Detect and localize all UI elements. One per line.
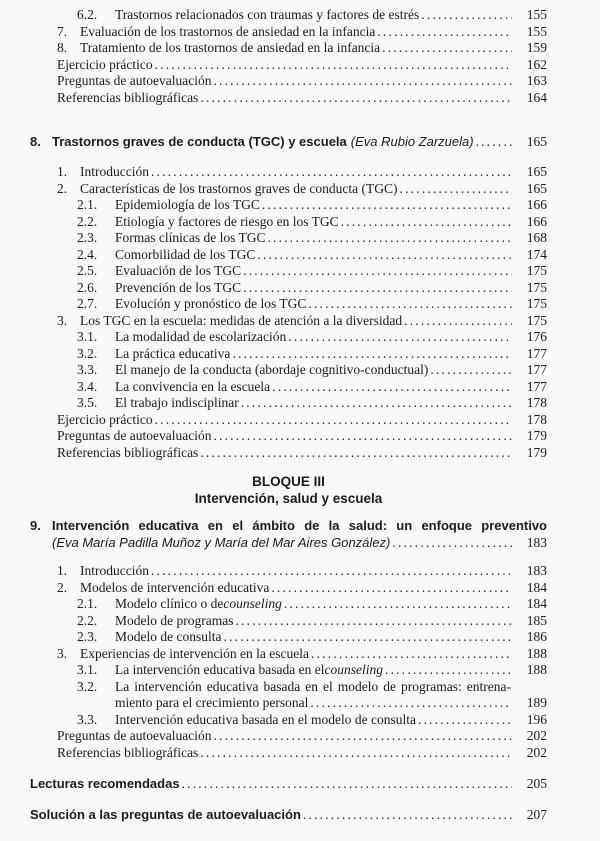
- entry-number: 6.2.: [77, 7, 98, 22]
- page-number: 177: [526, 345, 547, 361]
- page-number: 155: [526, 7, 547, 22]
- entry-title: Epidemiología de los TGC: [115, 197, 260, 212]
- page-number: 179: [526, 444, 547, 460]
- toc-entry: [30, 613, 547, 630]
- entry-title-continuation: miento para el crecimiento personal: [115, 695, 309, 710]
- dot-leader: [308, 296, 512, 313]
- page-number: 177: [526, 362, 547, 377]
- toc-entry-wrapped-line2: [30, 695, 547, 712]
- page-number: 175: [526, 312, 547, 328]
- toc-entry: [30, 745, 547, 762]
- entry-title: Preguntas de autoevaluación: [57, 73, 212, 88]
- page-number: 202: [526, 728, 547, 743]
- entry-title: Evaluación de los TGC: [115, 263, 242, 278]
- entry-number: 3.1.: [77, 662, 98, 677]
- entry-title-italic: counseling: [324, 662, 384, 677]
- page-number: 186: [526, 629, 547, 644]
- entry-number: 2.2.: [77, 213, 98, 229]
- page-number: 196: [526, 711, 547, 727]
- page-number: 174: [526, 246, 547, 262]
- entry-title: Evaluación de los trastornos de ansiedad en la infancia: [80, 23, 376, 39]
- page-number: 207: [526, 807, 547, 822]
- toc-entry: [30, 7, 547, 24]
- toc-entry-bold: [30, 806, 547, 823]
- entry-title: El manejo de la conducta (abordaje cognitivo-conductual): [115, 362, 429, 377]
- chapter-title-line: [30, 517, 547, 534]
- entry-number: 3.: [57, 312, 68, 328]
- toc-entry: [30, 181, 547, 198]
- page-number: 155: [526, 23, 547, 39]
- dot-leader: [262, 197, 512, 214]
- dot-leader: [257, 247, 512, 264]
- toc-entry: [30, 646, 547, 663]
- toc-entry: [30, 395, 547, 412]
- entry-title: Referencias bibliográficas: [57, 89, 199, 105]
- entry-number: 2.3.: [77, 629, 98, 644]
- entry-title: Evolución y pronóstico de los TGC: [115, 296, 307, 311]
- entry-title: Introducción: [80, 164, 149, 179]
- toc-entry-bold: [30, 775, 547, 792]
- dot-leader: [151, 563, 512, 580]
- chapter-author-line: [30, 534, 547, 551]
- toc-entry: [30, 428, 547, 445]
- page-number: 185: [526, 612, 547, 628]
- dot-leader: [213, 428, 512, 445]
- chapter-author: (Eva Rubio Zarzuela): [350, 134, 474, 149]
- dot-leader: [476, 133, 512, 150]
- toc-entry: [30, 662, 547, 679]
- toc-entry: [30, 563, 547, 580]
- toc-entry: [30, 197, 547, 214]
- toc-entry: [30, 580, 547, 597]
- toc-entry: [30, 412, 547, 429]
- page-number: 202: [526, 744, 547, 760]
- entry-title: Trastornos relacionados con traumas y factores de estrés: [115, 7, 420, 22]
- page-number: 166: [526, 197, 547, 212]
- entry-number: 2.1.: [77, 197, 98, 212]
- entry-number: 7.: [57, 23, 68, 39]
- dot-leader: [418, 712, 512, 729]
- entry-number: 2.: [57, 579, 68, 595]
- page-number: 165: [526, 180, 547, 196]
- toc-entry: [30, 445, 547, 462]
- entry-title: La práctica educativa: [115, 345, 231, 361]
- page-number: 162: [526, 56, 547, 72]
- block-kicker: BLOQUE III: [252, 474, 325, 489]
- page-number: 175: [526, 279, 547, 295]
- entry-title: Ejercicio práctico: [57, 56, 153, 72]
- dot-leader: [272, 379, 512, 396]
- entry-number: 3.2.: [77, 345, 98, 361]
- toc-entry: [30, 329, 547, 346]
- toc-entry: [30, 296, 547, 313]
- dot-leader: [310, 695, 512, 712]
- dot-leader: [243, 280, 512, 297]
- chapter-number: 9.: [30, 518, 41, 533]
- entry-number: 8.: [57, 40, 68, 55]
- dot-leader: [182, 775, 512, 792]
- entry-title: La intervención educativa basada en el modelo de programas: entrena-: [115, 678, 511, 694]
- toc-entry: [30, 280, 547, 297]
- toc-entry: [30, 164, 547, 181]
- toc-entry: [30, 362, 547, 379]
- entry-title: Tratamiento de los trastornos de ansiedad en la infancia: [80, 40, 381, 55]
- toc-entry: [30, 73, 547, 90]
- entry-number: 2.: [57, 180, 68, 196]
- toc-entry: [30, 346, 547, 363]
- page-number: 183: [526, 563, 547, 578]
- toc-entry: [30, 263, 547, 280]
- dot-leader: [311, 646, 512, 663]
- page-number: 188: [526, 662, 547, 677]
- entry-title: Preguntas de autoevaluación: [57, 728, 212, 743]
- entry-number: 3.2.: [77, 678, 98, 694]
- toc-entry: [30, 596, 547, 613]
- dot-leader: [288, 329, 512, 346]
- dot-leader: [155, 57, 512, 74]
- entry-number: 2.4.: [77, 246, 98, 262]
- entry-number: 3.3.: [77, 711, 98, 727]
- toc-entry: [30, 214, 547, 231]
- dot-leader: [155, 412, 512, 429]
- entry-title: Preguntas de autoevaluación: [57, 428, 212, 443]
- entry-number: 1.: [57, 563, 68, 578]
- page-number: 205: [526, 776, 547, 791]
- toc-entry: [30, 712, 547, 729]
- dot-leader: [241, 395, 512, 412]
- entry-number: 1.: [57, 164, 68, 179]
- toc-entry: [30, 230, 547, 247]
- entry-title: Modelo de programas: [115, 612, 234, 628]
- entry-title: Referencias bibliográficas: [57, 744, 199, 760]
- toc-entry: [30, 379, 547, 396]
- entry-number: 3.: [57, 645, 68, 661]
- page-number: 188: [526, 645, 547, 661]
- page-number: 166: [526, 213, 547, 229]
- dot-leader: [382, 40, 512, 57]
- dot-leader: [223, 629, 512, 646]
- entry-title: La intervención educativa basada en el: [115, 662, 325, 677]
- page-number: 164: [526, 89, 547, 105]
- toc-entry: [30, 629, 547, 646]
- page-number: 178: [526, 411, 547, 427]
- page-number: 179: [526, 428, 547, 443]
- entry-title: Ejercicio práctico: [57, 411, 153, 427]
- entry-title: Etiología y factores de riesgo en los TGC: [115, 213, 339, 229]
- entry-number: 2.1.: [77, 596, 98, 611]
- page-number: 163: [526, 73, 547, 88]
- dot-leader: [271, 580, 512, 597]
- page-number: 178: [526, 395, 547, 410]
- entry-title: Modelo de consulta: [115, 629, 222, 644]
- dot-leader: [404, 313, 512, 330]
- entry-number: 2.3.: [77, 230, 98, 245]
- entry-number: 3.3.: [77, 362, 98, 377]
- page-number: 175: [526, 263, 547, 278]
- entry-title: Intervención educativa basada en el modelo de consulta: [115, 711, 417, 727]
- toc-entry-wrapped-line1: [30, 679, 547, 696]
- toc-entry: [30, 40, 547, 57]
- dot-leader: [284, 596, 512, 613]
- dot-leader: [385, 662, 512, 679]
- dot-leader: [200, 445, 512, 462]
- chapter-author: (Eva María Padilla Muñoz y María del Mar Aires González): [52, 535, 391, 550]
- entry-title: Introducción: [80, 563, 149, 578]
- page-number: 165: [526, 164, 547, 179]
- entry-title: El trabajo indisciplinar: [115, 395, 239, 410]
- entry-number: 3.1.: [77, 329, 98, 344]
- entry-title-italic: counseling: [223, 596, 282, 611]
- page-number: 176: [526, 329, 547, 344]
- entry-title: Comorbilidad de los TGC: [115, 246, 256, 262]
- entry-title: Lecturas recomendadas: [30, 776, 180, 791]
- dot-leader: [377, 24, 512, 41]
- entry-title: Los TGC en la escuela: medidas de atención a la diversidad: [80, 312, 403, 328]
- dot-leader: [303, 806, 512, 823]
- entry-number: 2.6.: [77, 279, 98, 295]
- entry-title: Solución a las preguntas de autoevaluación: [30, 807, 301, 822]
- toc-entry: [30, 90, 547, 107]
- dot-leader: [243, 263, 512, 280]
- dot-leader: [235, 613, 512, 630]
- entry-title: Características de los trastornos graves de conducta (TGC): [80, 180, 398, 196]
- entry-title: Prevención de los TGC: [115, 279, 242, 295]
- dot-leader: [213, 728, 512, 745]
- block-heading: [30, 473, 547, 507]
- dot-leader: [200, 90, 512, 107]
- block-title: Intervención, salud y escuela: [194, 491, 383, 506]
- dot-leader: [392, 534, 512, 551]
- toc-entry: [30, 247, 547, 264]
- chapter-heading: [30, 517, 547, 551]
- chapter-number: 8.: [30, 134, 41, 149]
- page-number: 168: [526, 230, 547, 245]
- entry-title: Formas clínicas de los TGC: [115, 230, 266, 245]
- page-number: 184: [526, 596, 547, 611]
- entry-number: 3.5.: [77, 395, 98, 410]
- entry-title: Modelos de intervención educativa: [80, 579, 270, 595]
- entry-number: 2.5.: [77, 263, 98, 278]
- page-number: 159: [526, 40, 547, 55]
- toc-entry: [30, 313, 547, 330]
- dot-leader: [267, 230, 512, 247]
- dot-leader: [341, 214, 512, 231]
- toc-entry: [30, 728, 547, 745]
- chapter-title: Trastornos graves de conducta (TGC) y escuela: [52, 134, 347, 149]
- entry-number: 3.4.: [77, 378, 98, 394]
- entry-title: Referencias bibliográficas: [57, 444, 199, 460]
- dot-leader: [200, 745, 512, 762]
- toc-entry: [30, 57, 547, 74]
- entry-number: 2.7.: [77, 296, 98, 311]
- dot-leader: [430, 362, 512, 379]
- page-number: 183: [526, 535, 547, 550]
- dot-leader: [232, 346, 512, 363]
- page-number: 175: [526, 296, 547, 311]
- dot-leader: [213, 73, 512, 90]
- dot-leader: [151, 164, 512, 181]
- entry-title: La modalidad de escolarización: [115, 329, 287, 344]
- entry-title: Experiencias de intervención en la escuela: [80, 645, 310, 661]
- page-number: 184: [526, 579, 547, 595]
- page-number: 189: [526, 695, 547, 710]
- dot-leader: [421, 7, 512, 24]
- entry-title: Modelo clínico o de: [115, 596, 224, 611]
- page-number: 165: [526, 134, 547, 149]
- page-number: 177: [526, 378, 547, 394]
- chapter-heading: [30, 133, 547, 150]
- chapter-title: Intervención educativa en el ámbito de la salud: un enfoque preventivo: [52, 518, 547, 533]
- dot-leader: [400, 181, 512, 198]
- entry-title: La convivencia en la escuela: [115, 378, 271, 394]
- entry-number: 2.2.: [77, 612, 98, 628]
- toc-entry: [30, 24, 547, 41]
